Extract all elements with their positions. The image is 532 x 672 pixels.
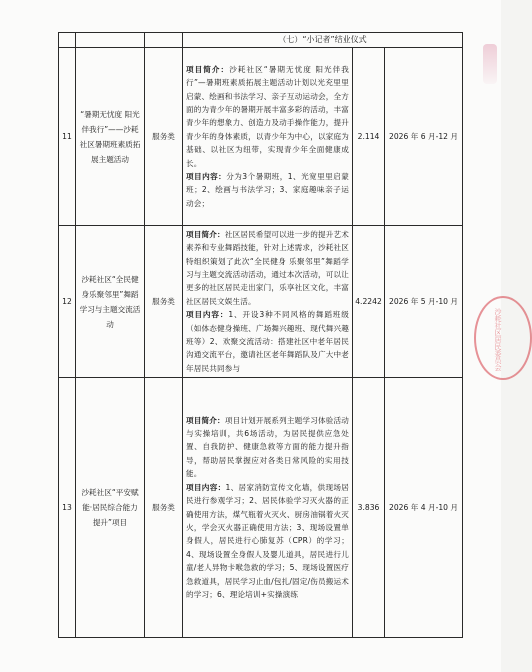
project-description xyxy=(183,226,353,378)
content-text: 1、居家消防宣传文化墙，供现场居民进行参观学习；2、居民体验学习灭火器的正确使用方法，煤气瓶着火灭火、厨房油锅着火灭火，学会灭火器正确使用方法；3、现场设置单身假人，居民进行心肺复苏（CPR）的学习；4、现场设置全身假人及婴儿道具，居民进行儿童/老人异物卡喉急救的学习；5、现场设置医疗急救道具，居民学习止血/包扎/固定/伤员搬运术的学习；6、理论培训+实操演练 xyxy=(186,482,350,599)
project-name: 沙耗社区“平安赋能·居民综合能力提升”项目 xyxy=(76,378,145,638)
project-description xyxy=(183,378,353,638)
intro-label: 项目简介： xyxy=(186,229,225,239)
project-type: 服务类 xyxy=(145,226,183,378)
table-row xyxy=(59,226,463,378)
project-table xyxy=(58,32,463,638)
project-amount: 4.2242 xyxy=(353,226,385,378)
table-row xyxy=(59,378,463,638)
binding-mark xyxy=(483,44,497,84)
project-name: 沙耗社区“全民健身乐聚邻里”舞蹈学习与主题交流活动 xyxy=(76,226,145,378)
project-type: 服务类 xyxy=(145,48,183,226)
project-time: 2026 年 5 月-10 月 xyxy=(385,226,463,378)
section-header-row xyxy=(59,33,463,48)
project-description xyxy=(183,48,353,226)
project-type: 服务类 xyxy=(145,378,183,638)
intro-text: 项目计划开展系列主题学习体验活动与实操培训，共6场活动，为居民提供应急处置、自我防护、健康急救等方面的能力提升指导，帮助居民掌握应对各类日常风险的实用技能。 xyxy=(186,415,349,479)
project-name: “暑期无忧度 阳光伴我行”——沙耗社区暑期班素质拓展主题活动 xyxy=(76,48,145,226)
official-seal xyxy=(474,296,532,380)
section-header: （七）“小记者”结业仪式 xyxy=(183,33,463,48)
row-number: 11 xyxy=(59,48,76,226)
content-text: 分为3个暑期班，1、光宽里里启蒙班；2、绘画与书法学习；3、家庭趣味亲子运动会； xyxy=(186,172,350,208)
row-number: 13 xyxy=(59,378,76,638)
project-time: 2026 年 6 月-12 月 xyxy=(385,48,463,226)
content-label: 项目内容： xyxy=(186,310,229,320)
intro-text: 沙耗社区“暑期无忧度 阳光伴我行”—暑期班素质拓展主题活动计划以光充里里启蒙、绘画和书法学习、亲子互动运动会，全方面的为青少年的暑期开展丰富多彩的活动，丰富青少年的想象力、创造力及动手操作能力，提升青少年的身体素质，以青少年为中心，以家庭为基础、以社区为纽带，实现青少年全面健康成长。 xyxy=(186,64,349,168)
content-label: 项目内容： xyxy=(186,482,226,492)
project-amount: 3.836 xyxy=(353,378,385,638)
row-number: 12 xyxy=(59,226,76,378)
project-amount: 2.114 xyxy=(353,48,385,226)
table-row xyxy=(59,48,463,226)
project-time: 2026 年 4 月-10 月 xyxy=(385,378,463,638)
content-label: 项目内容： xyxy=(186,172,227,182)
content-text: 1、开设3种不同风格的舞蹈班级（如体态健身操班、广场舞兴趣班、现代舞兴趣班等）2、欢聚交流活动：搭建社区中老年居民沟通交流平台，邀请社区老年舞蹈队及广大中老年居民共同参与 xyxy=(186,310,349,373)
intro-text: 社区居民希望可以进一步的提升艺术素养和专业舞蹈技能，针对上述需求，沙耗社区特组织策划了此次“全民健身 乐聚邻里”舞蹈学习与主题交流活动活动，通过本次活动，可以让更多的社区居民走出家门，乐享社区文化，丰富社区居民文娱生活。 xyxy=(186,229,349,306)
intro-label: 项目简介： xyxy=(186,415,225,425)
intro-label: 项目简介： xyxy=(186,64,230,74)
seal-text: 沙耗社区居民委员会 xyxy=(494,308,502,371)
